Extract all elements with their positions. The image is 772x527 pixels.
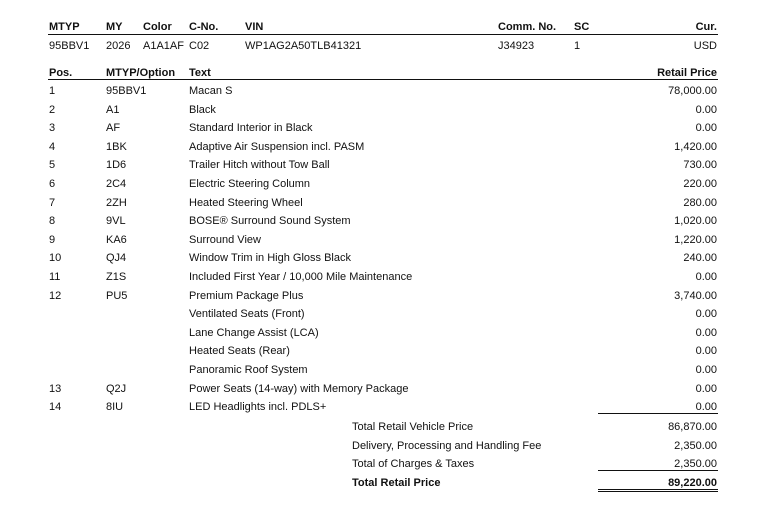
row-text: Ventilated Seats (Front) <box>189 308 305 321</box>
row-price: 3,740.00 <box>674 289 717 302</box>
row-option-code: 2C4 <box>106 178 127 190</box>
header-value-vin: WP1AG2A50TLB41321 <box>245 40 362 52</box>
row-text: BOSE® Surround Sound System <box>189 215 351 228</box>
row-option-code: 95BBV1 <box>106 85 147 97</box>
row-option-code: 9VL <box>106 215 126 228</box>
row-price: 1,020.00 <box>674 215 717 228</box>
row-pos: 5 <box>49 159 56 172</box>
row-text: Premium Package Plus <box>189 289 304 302</box>
grand-total-rule-bottom <box>598 491 718 492</box>
row-option-code: 8IU <box>106 401 124 414</box>
row-pos: 2 <box>49 103 56 116</box>
header-value-my: 2026 <box>106 40 131 52</box>
row-option-code: Q2J <box>106 382 127 395</box>
grand-total-rule-top <box>598 489 718 490</box>
row-option-code: QJ4 <box>106 252 127 265</box>
row-option-code: AF <box>106 122 121 135</box>
header-label-mtyp: MTYP <box>49 21 80 33</box>
row-price: 0.00 <box>695 364 717 376</box>
row-pos: 13 <box>49 382 62 395</box>
total-retail-vehicle-price-label: Total Retail Vehicle Price <box>352 420 474 433</box>
row-price: 240.00 <box>683 252 717 265</box>
delivery-fee-label: Delivery, Processing and Handling Fee <box>352 439 542 452</box>
header-value-mtyp: 95BBV1 <box>49 40 90 52</box>
row-option-code: 1D6 <box>106 159 127 172</box>
row-price: 280.00 <box>683 196 717 209</box>
row-text: Included First Year / 10,000 Mile Maintenance <box>189 271 413 283</box>
row-price: 0.00 <box>695 382 717 395</box>
total-charges-taxes-value: 2,350.00 <box>674 457 717 470</box>
row-pos: 3 <box>49 122 56 135</box>
row-pos: 8 <box>49 215 56 228</box>
row-price: 220.00 <box>683 178 717 190</box>
header-label-vin: VIN <box>245 21 264 33</box>
row-text: Heated Steering Wheel <box>189 196 303 209</box>
total-charges-taxes-label: Total of Charges & Taxes <box>352 457 475 470</box>
subtotal-rule <box>598 413 718 414</box>
total-retail-price-value: 89,220.00 <box>668 476 717 489</box>
header-label-my: MY <box>106 21 123 33</box>
row-price: 0.00 <box>695 122 717 135</box>
row-price: 0.00 <box>695 401 717 414</box>
charges-rule <box>598 470 718 471</box>
row-pos: 6 <box>49 178 56 190</box>
column-header-pos: Pos. <box>49 67 73 79</box>
row-text: Electric Steering Column <box>189 178 311 190</box>
table-header-divider <box>48 79 718 80</box>
row-price: 78,000.00 <box>668 85 717 97</box>
header-value-cur: USD <box>693 40 717 52</box>
header-label-color: Color <box>143 21 172 33</box>
row-price: 1,220.00 <box>674 233 717 246</box>
row-pos: 1 <box>49 85 56 97</box>
row-text: LED Headlights incl. PDLS+ <box>189 401 327 414</box>
row-option-code: 1BK <box>106 140 127 153</box>
row-price: 1,420.00 <box>674 140 717 153</box>
row-text: Standard Interior in Black <box>189 122 313 135</box>
row-option-code: Z1S <box>106 271 127 283</box>
row-pos: 10 <box>49 252 62 265</box>
header-label-cur: Cur. <box>695 21 717 33</box>
row-price: 0.00 <box>695 308 717 321</box>
column-header-retail-price: Retail Price <box>657 67 717 79</box>
header-divider <box>48 34 718 35</box>
row-text: Heated Seats (Rear) <box>189 345 290 358</box>
header-label-c-no: C-No. <box>189 21 219 33</box>
column-header-text: Text <box>189 67 211 79</box>
row-pos: 14 <box>49 401 62 414</box>
header-label-sc: SC <box>574 21 590 33</box>
header-value-sc: 1 <box>574 40 581 52</box>
row-option-code: PU5 <box>106 289 128 302</box>
row-text: Adaptive Air Suspension incl. PASM <box>189 140 365 153</box>
row-text: Lane Change Assist (LCA) <box>189 326 319 339</box>
row-price: 0.00 <box>695 271 717 283</box>
row-pos: 4 <box>49 140 56 153</box>
delivery-fee-value: 2,350.00 <box>674 439 717 452</box>
row-pos: 9 <box>49 233 56 246</box>
row-text: Macan S <box>189 85 233 97</box>
row-option-code: A1 <box>106 103 120 116</box>
header-label-comm-no: Comm. No. <box>498 21 557 33</box>
total-retail-vehicle-price-value: 86,870.00 <box>668 420 717 433</box>
total-retail-price-label: Total Retail Price <box>352 476 441 489</box>
row-text: Power Seats (14-way) with Memory Package <box>189 382 409 395</box>
row-price: 730.00 <box>683 159 717 172</box>
row-text: Panoramic Roof System <box>189 364 308 376</box>
row-option-code: 2ZH <box>106 196 127 209</box>
row-pos: 11 <box>49 271 61 283</box>
header-value-c-no: C02 <box>189 40 210 52</box>
row-text: Black <box>189 103 216 116</box>
row-text: Trailer Hitch without Tow Ball <box>189 159 330 172</box>
row-text: Surround View <box>189 233 261 246</box>
row-price: 0.00 <box>695 345 717 358</box>
row-option-code: KA6 <box>106 233 127 246</box>
column-header-option: MTYP/Option <box>106 67 176 79</box>
row-price: 0.00 <box>695 103 717 116</box>
row-pos: 12 <box>49 289 62 302</box>
row-price: 0.00 <box>695 326 717 339</box>
header-value-comm-no: J34923 <box>498 40 535 52</box>
header-value-color: A1A1AF <box>143 40 184 52</box>
row-text: Window Trim in High Gloss Black <box>189 252 351 265</box>
row-pos: 7 <box>49 196 56 209</box>
